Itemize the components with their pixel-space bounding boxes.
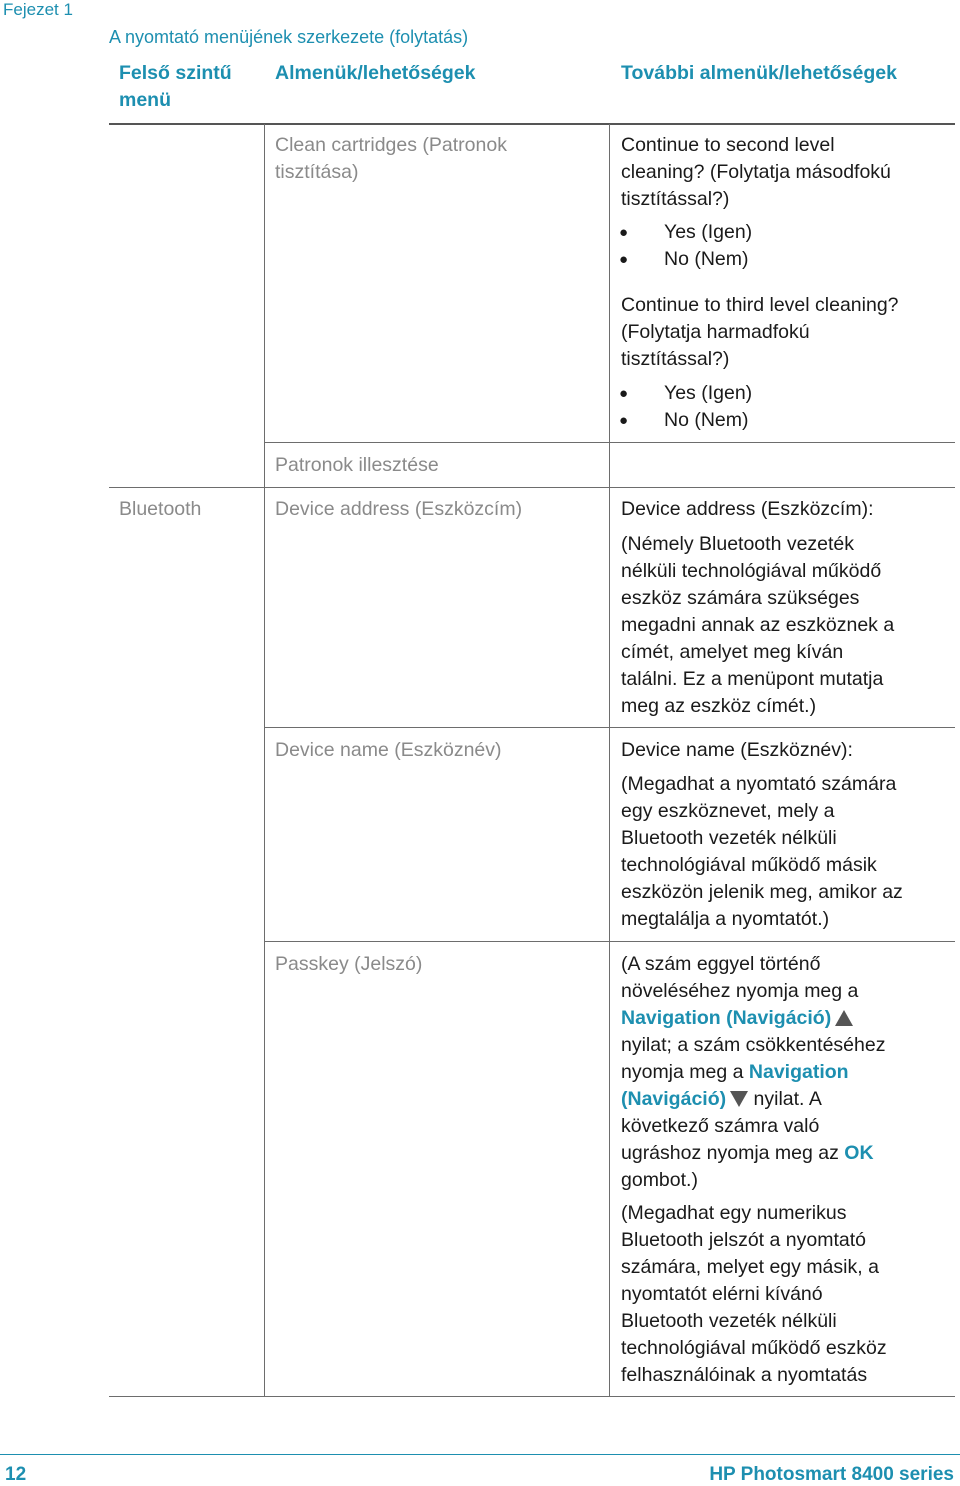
desc-line bbox=[621, 1140, 885, 1167]
device-address-title: Device address (Eszközcím): bbox=[621, 498, 874, 520]
bullet-icon: ● bbox=[619, 224, 629, 241]
option-yes: Yes (Igen) bbox=[664, 382, 753, 404]
desc-line: megadni annak az eszköznek a bbox=[621, 614, 895, 636]
table-bottom-rule bbox=[109, 1396, 955, 1397]
desc-line: felhasználóinak a nyomtatás bbox=[621, 1364, 868, 1386]
desc-line: találni. Ez a menüpont mutatja bbox=[621, 668, 884, 690]
desc-text: nyilat. A bbox=[753, 1088, 822, 1110]
desc-line: (Megadhat a nyomtató számára bbox=[621, 773, 897, 795]
top-menu-bluetooth: Bluetooth bbox=[119, 498, 202, 520]
question-line: cleaning? (Folytatja másodfokú bbox=[621, 161, 891, 183]
desc-line bbox=[621, 1086, 885, 1113]
page-number: 12 bbox=[5, 1464, 27, 1485]
row-divider-bluetooth bbox=[109, 487, 955, 488]
bullet-icon: ● bbox=[619, 412, 629, 429]
option-second-level-question bbox=[621, 132, 891, 213]
submenu-device-name: Device name (Eszköznév) bbox=[275, 739, 502, 761]
question-line: Continue to second level bbox=[621, 134, 835, 156]
arrow-up-icon bbox=[835, 1010, 853, 1026]
desc-line: technológiával működő másik bbox=[621, 854, 877, 876]
desc-line: nyilat; a szám csökkentéséhez bbox=[621, 1034, 886, 1056]
col-header-top-level-line2: menü bbox=[119, 89, 172, 111]
passkey-description bbox=[621, 1200, 887, 1389]
footer-rule bbox=[0, 1454, 960, 1455]
desc-line: címét, amelyet meg kíván bbox=[621, 641, 844, 663]
navigation-button-name: Navigation (Navigáció) bbox=[621, 1007, 832, 1029]
passkey-instructions bbox=[621, 951, 885, 1194]
col-header-further-submenus: További almenük/lehetőségek bbox=[621, 62, 897, 84]
desc-line: eszköz számára szükséges bbox=[621, 587, 860, 609]
desc-line: következő számra való bbox=[621, 1115, 820, 1137]
desc-line: Bluetooth jelszót a nyomtató bbox=[621, 1229, 866, 1251]
desc-line bbox=[621, 1059, 885, 1086]
col-header-submenus: Almenük/lehetőségek bbox=[275, 62, 476, 84]
ok-button-name: OK bbox=[844, 1142, 874, 1164]
column-divider-2 bbox=[609, 124, 610, 1396]
device-name-title: Device name (Eszköznév): bbox=[621, 739, 853, 761]
arrow-down-icon bbox=[730, 1091, 748, 1107]
submenu-clean-cartridges bbox=[275, 132, 507, 186]
option-no: No (Nem) bbox=[664, 248, 749, 270]
desc-line: nyomtatót elérni kívánó bbox=[621, 1283, 823, 1305]
desc-line: Bluetooth vezeték nélküli bbox=[621, 1310, 837, 1332]
desc-line: egy eszköznevet, mely a bbox=[621, 800, 835, 822]
question-line: (Folytatja harmadfokú bbox=[621, 321, 810, 343]
question-line: tisztítással?) bbox=[621, 188, 730, 210]
desc-line: megtalálja a nyomtatót.) bbox=[621, 908, 830, 930]
navigation-button-name: (Navigáció) bbox=[621, 1088, 727, 1110]
question-line: tisztítással?) bbox=[621, 348, 730, 370]
col-header-top-level bbox=[119, 60, 232, 114]
desc-line: gombot.) bbox=[621, 1169, 698, 1191]
desc-line: eszközön jelenik meg, amikor az bbox=[621, 881, 903, 903]
desc-line: Bluetooth vezeték nélküli bbox=[621, 827, 837, 849]
desc-line: (Megadhat egy numerikus bbox=[621, 1202, 847, 1224]
navigation-button-name: Navigation bbox=[748, 1061, 849, 1083]
option-third-level-question bbox=[621, 292, 899, 373]
desc-line: (Némely Bluetooth vezeték bbox=[621, 533, 855, 555]
option-no: No (Nem) bbox=[664, 409, 749, 431]
chapter-label: Fejezet 1 bbox=[3, 0, 73, 19]
desc-line bbox=[621, 1005, 885, 1032]
submenu-clean-line1: Clean cartridges (Patronok bbox=[275, 134, 507, 156]
product-name: HP Photosmart 8400 series bbox=[709, 1464, 954, 1485]
col-header-top-level-line1: Felső szintű bbox=[119, 62, 232, 84]
device-name-description bbox=[621, 771, 903, 933]
submenu-device-address: Device address (Eszközcím) bbox=[275, 498, 523, 520]
submenu-align-cartridges: Patronok illesztése bbox=[275, 454, 439, 476]
table-caption: A nyomtató menüjének szerkezete (folytatás) bbox=[109, 27, 469, 47]
desc-text: nyomja meg a bbox=[621, 1061, 744, 1083]
desc-line: számára, melyet egy másik, a bbox=[621, 1256, 879, 1278]
bullet-icon: ● bbox=[619, 385, 629, 402]
device-address-description bbox=[621, 531, 894, 720]
bullet-icon: ● bbox=[619, 251, 629, 268]
submenu-passkey: Passkey (Jelszó) bbox=[275, 953, 423, 975]
column-divider-1 bbox=[264, 124, 265, 1396]
submenu-clean-line2: tisztítása) bbox=[275, 161, 359, 183]
desc-line: (A szám eggyel történő bbox=[621, 953, 821, 975]
desc-text: ugráshoz nyomja meg az bbox=[621, 1142, 839, 1164]
header-rule bbox=[109, 123, 955, 125]
desc-line: nélküli technológiával működő bbox=[621, 560, 882, 582]
desc-line: meg az eszköz címét.) bbox=[621, 695, 817, 717]
question-line: Continue to third level cleaning? bbox=[621, 294, 899, 316]
desc-line: technológiával működő eszköz bbox=[621, 1337, 887, 1359]
desc-line: növeléséhez nyomja meg a bbox=[621, 980, 859, 1002]
option-yes: Yes (Igen) bbox=[664, 221, 753, 243]
